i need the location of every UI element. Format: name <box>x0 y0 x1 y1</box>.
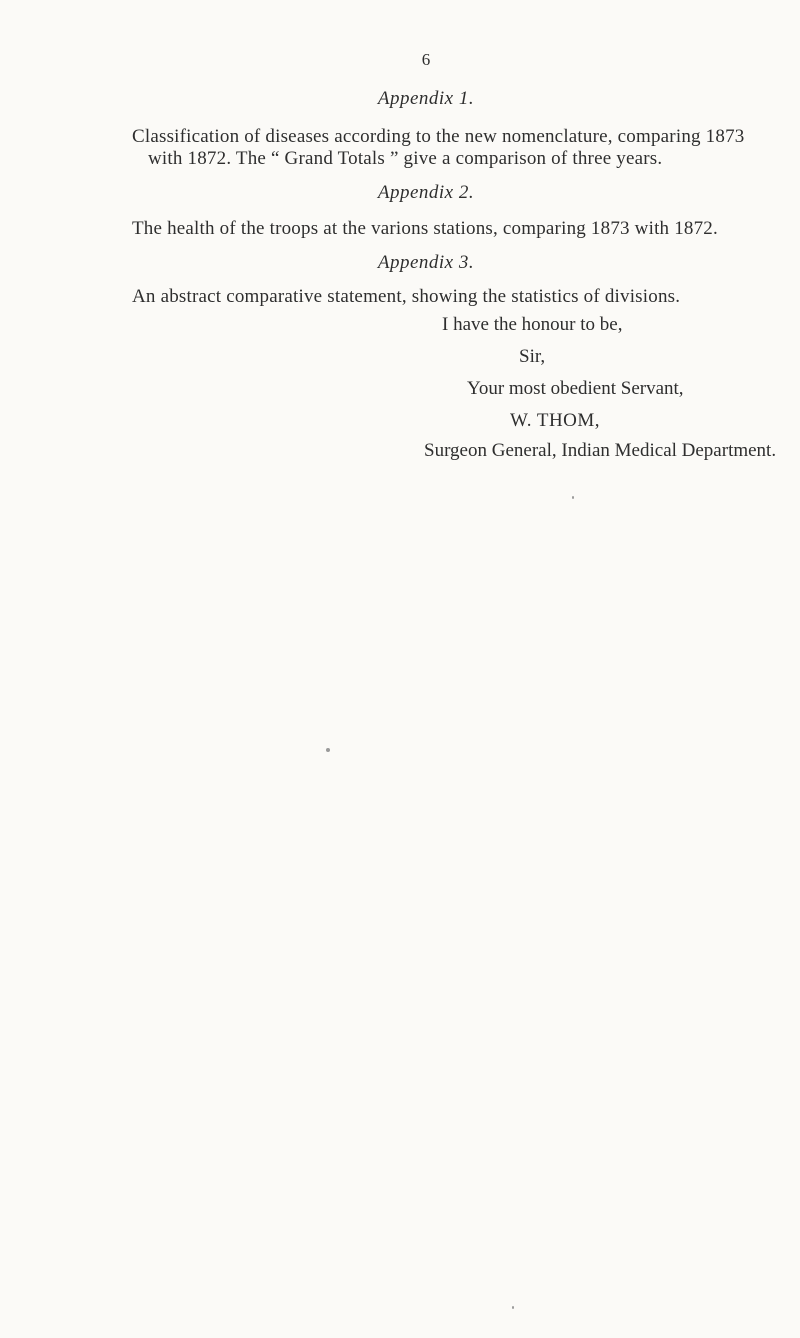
appendix-1-line-2: with 1872. The “ Grand Totals ” give a comparison of three years. <box>148 148 663 169</box>
closing-servant-line: Your most obedient Servant, <box>467 378 684 399</box>
appendix-3-line-1: An abstract comparative statement, showing the statistics of divisions. <box>132 286 681 307</box>
appendix-1-line-1: Classification of diseases according to the new nomenclature, comparing 1873 <box>132 126 745 147</box>
appendix-2-line-1: The health of the troops at the varions stations, comparing 1873 with 1872. <box>132 218 718 239</box>
closing-honour-line: I have the honour to be, <box>442 314 623 335</box>
appendix-1-heading: Appendix 1. <box>377 88 475 109</box>
appendix-3-heading: Appendix 3. <box>377 252 475 273</box>
paper-speck <box>512 1306 514 1309</box>
paper-speck <box>572 496 574 499</box>
signatory-title: Surgeon General, Indian Medical Department. <box>424 440 777 461</box>
paper-speck <box>326 748 330 752</box>
signatory-name: W. THOM, <box>510 410 601 431</box>
appendix-2-heading: Appendix 2. <box>377 182 475 203</box>
page-number: 6 <box>421 50 431 69</box>
closing-salutation: Sir, <box>519 346 546 367</box>
